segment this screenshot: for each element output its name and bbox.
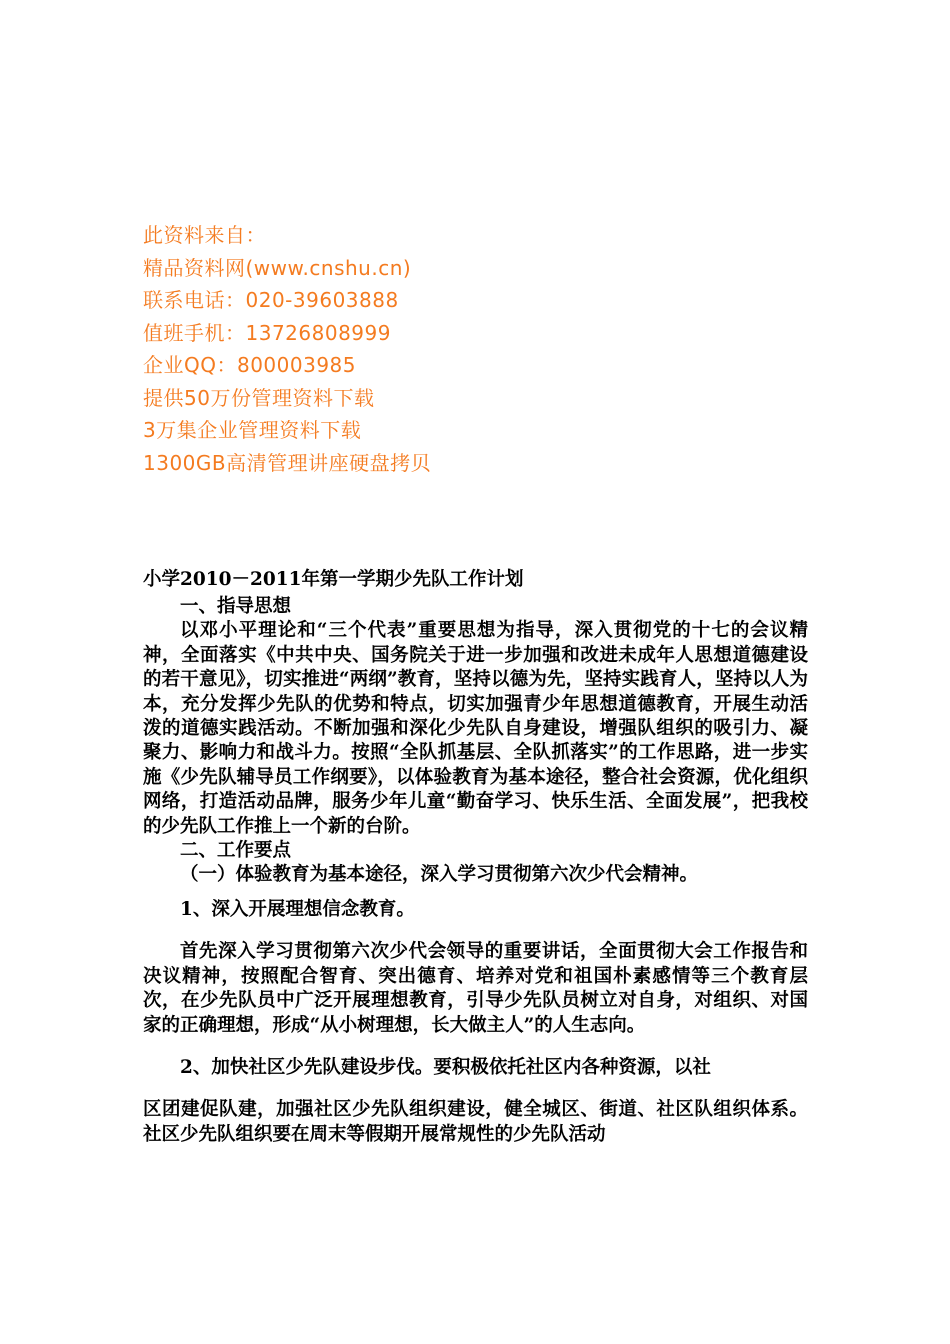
paragraph: 首先深入学习贯彻第六次少代会领导的重要讲话，全面贯彻大会工作报告和决议精神，按照配合智育、突出德育、培养对党和祖国朴素感情等三个教育层次，在少先队员中广泛开展理想教育，引导少先队员树立对自身，对组织、对国家的正确理想，形成“从小树理想，长大做主人”的人生志向。 <box>143 941 808 1036</box>
section-heading: 一、指导思想 <box>180 596 292 617</box>
item-heading: 1、深入开展理想信念教育。 <box>180 898 415 920</box>
source-notice-line: 企业QQ：800003985 <box>143 353 357 377</box>
document-title: 小学2010－2011年第一学期少先队工作计划 <box>143 569 524 590</box>
source-notice-line: 联系电话：020-39603888 <box>143 288 399 312</box>
source-notice <box>143 219 843 479</box>
paragraph: 以邓小平理论和“三个代表”重要思想为指导，深入贯彻党的十七的会议精神，全面落实《中共中央、国务院关于进一步加强和改进未成年人思想道德建设的若干意见》，切实推进“两纲”教育，坚持以德为先，坚持实践育人，坚持以人为本，充分发挥少先队的优势和特点，切实加强青少年思想道德教育，开展生动活泼的道德实践活动。不断加强和深化少先队自身建设，增强队组织的吸引力、凝聚力、影响力和战斗力。按照“全队抓基层、全队抓落实”的工作思路，进一步实施《少先队辅导员工作纲要》，以体验教育为基本途径，整合社会资源，优化组织网络，打造活动品牌，服务少年儿童“勤奋学习、快乐生活、全面发展”，把我校的少先队工作推上一个新的台阶。 <box>143 620 808 837</box>
source-notice-line: 值班手机：13726808999 <box>143 320 391 345</box>
source-notice-line: 提供50万份管理资料下载 <box>143 385 375 410</box>
paragraph: 2、加快社区少先队建设步伐。要积极依托社区内各种资源，以社 <box>180 1056 711 1078</box>
document-body <box>143 565 808 1147</box>
paragraph: 区团建促队建，加强社区少先队组织建设，健全城区、街道、社区队组织体系。社区少先队组织要在周末等假期开展常规性的少先队活动 <box>143 1099 808 1145</box>
section-heading: 二、工作要点 <box>180 840 292 862</box>
source-notice-line: 3万集企业管理资料下载 <box>143 418 362 442</box>
source-notice-line: 1300GB高清管理讲座硬盘拷贝 <box>143 450 432 475</box>
source-notice-line: 精品资料网(www.cnshu.cn) <box>143 255 412 280</box>
source-notice-line: 此资料来自： <box>143 223 266 247</box>
subsection-heading: （一）体验教育为基本途径，深入学习贯彻第六次少代会精神。 <box>180 864 699 886</box>
